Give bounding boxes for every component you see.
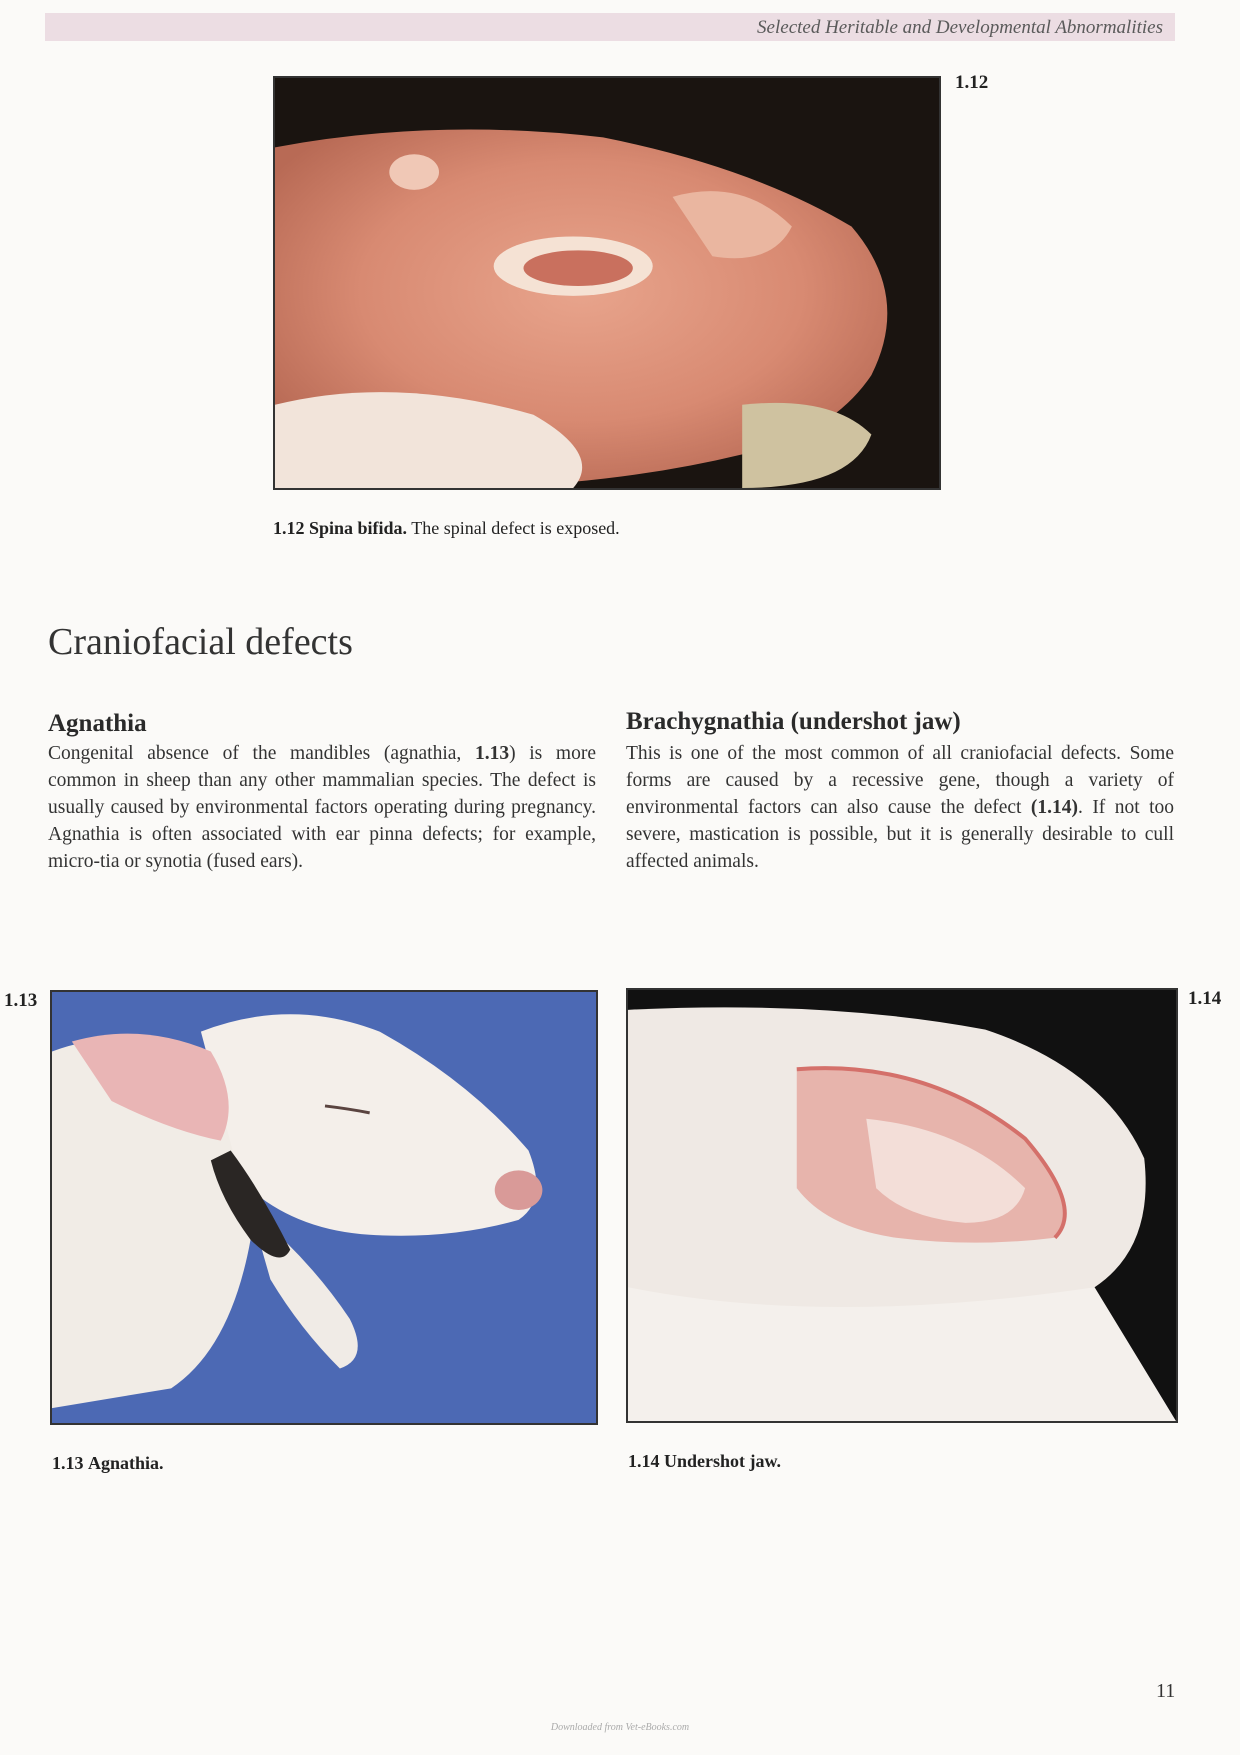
figure-1-12-label: 1.12: [955, 72, 989, 93]
agnathia-heading: Agnathia: [48, 710, 147, 737]
caption-ref: 1.13: [52, 1453, 84, 1473]
figure-1-14-caption: [628, 1451, 781, 1472]
running-header-text: Selected Heritable and Developmental Abnormalities: [757, 17, 1163, 38]
undershot-jaw-photo-icon: [628, 990, 1176, 1421]
figure-1-14-photo: [626, 988, 1178, 1423]
brachygnathia-paragraph: [626, 740, 1174, 875]
caption-title: Undershot jaw.: [664, 1451, 782, 1471]
spina-bifida-photo-icon: [275, 78, 939, 488]
figure-1-12-caption: [273, 518, 620, 539]
brachygnathia-text-1: This is one of the most common of all craniofacial defects. Some forms are caused by a recessive gene, though a variety of environmental factors can also cause the defect: [626, 743, 1174, 818]
agnathia-paragraph: [48, 740, 596, 875]
figure-1-12-photo: [273, 76, 941, 490]
brachygnathia-heading: Brachygnathia (undershot jaw): [626, 708, 961, 735]
running-header: [45, 13, 1175, 41]
section-title: Craniofacial defects: [48, 621, 353, 663]
caption-title: Agnathia.: [88, 1453, 164, 1473]
caption-text: The spinal defect is exposed.: [411, 518, 620, 538]
page-number: 11: [1156, 1680, 1176, 1702]
figure-1-14-label: 1.14: [1188, 988, 1222, 1009]
caption-ref: 1.12: [273, 518, 305, 538]
caption-title: Spina bifida.: [309, 518, 408, 538]
agnathia-text-2: ) is more common in sheep than any other mammalian species. The defect is usually caused by environmental factors operating during pregnancy. Agnathia is often associated with ear pinna defects; for example, micro-tia or synotia (fused ears).: [48, 743, 596, 872]
brachygnathia-figure-ref[interactable]: (1.14): [1030, 797, 1079, 818]
agnathia-lamb-photo-icon: [52, 992, 596, 1423]
figure-1-13-label: 1.13: [4, 990, 38, 1011]
figure-1-13-caption: [52, 1453, 164, 1474]
brachygnathia-text-2: . If not too severe, mastication is possible, but it is generally desirable to cull affected animals.: [626, 797, 1174, 872]
figure-1-13-photo: [50, 990, 598, 1425]
agnathia-text-1: Congenital absence of the mandibles (agnathia,: [48, 743, 475, 764]
footer-note: Downloaded from Vet-eBooks.com: [550, 1722, 690, 1733]
agnathia-figure-ref[interactable]: 1.13: [474, 743, 510, 764]
caption-ref: 1.14: [628, 1451, 660, 1471]
